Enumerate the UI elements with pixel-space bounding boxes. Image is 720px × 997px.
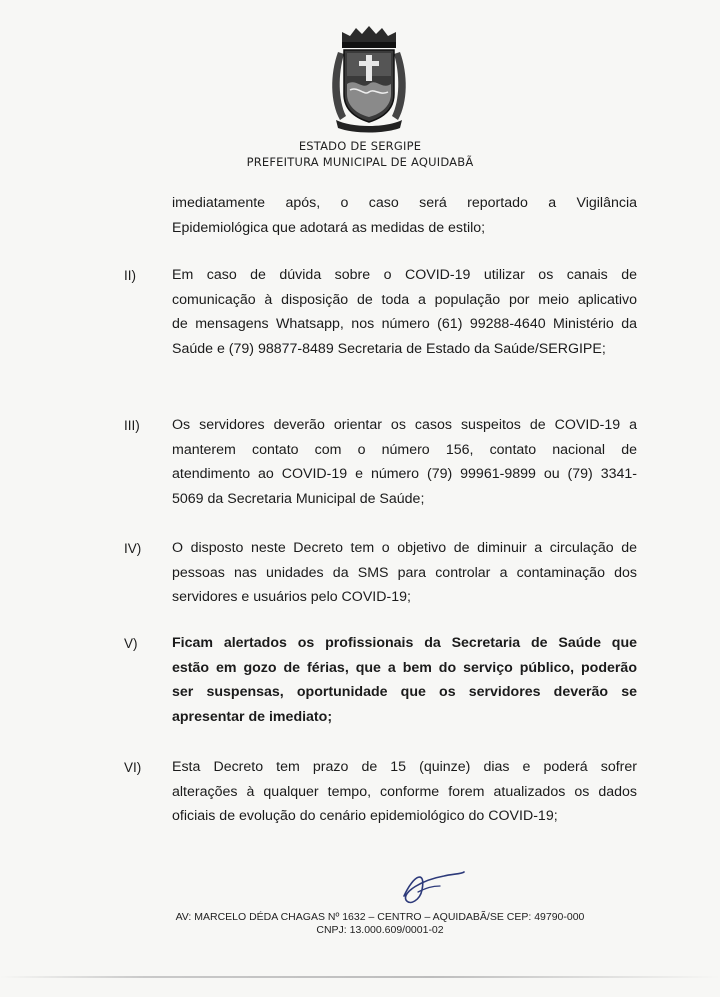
header-municipality: PREFEITURA MUNICIPAL DE AQUIDABÃ: [246, 155, 474, 169]
text-line: 5069 da Secretaria Municipal de Saúde;: [172, 490, 425, 507]
item-paragraph: [172, 263, 637, 361]
text-line: alterações à qualquer tempo, conforme forem atualizados os dados: [172, 783, 637, 800]
text-line: O disposto neste Decreto tem o objetivo de diminuir a circulação de: [172, 540, 637, 556]
footer-address: AV: MARCELO DÉDA CHAGAS Nº 1632 – CENTRO – AQUIDABÃ/SE CEP: 49790-000: [175, 911, 585, 923]
text-line: Saúde e (79) 98877-8489 Secretaria de Estado da Saúde/SERGIPE;: [172, 340, 606, 357]
item-number: III): [124, 418, 140, 433]
item-paragraph: [172, 755, 637, 829]
item-number: VI): [124, 760, 142, 775]
text-line: imediatamente após, o caso será reportado a Vigilância: [172, 195, 637, 211]
continuation-paragraph: [172, 191, 637, 240]
municipal-coat-of-arms-icon: [328, 24, 410, 136]
text-line: estão em gozo de férias, que a bem do serviço público, poderão: [172, 659, 637, 676]
text-line: pessoas nas unidades da SMS para controlar a contaminação dos: [172, 564, 637, 581]
text-line: comunicação à disposição de toda a população por meio aplicativo: [172, 291, 637, 308]
text-line: oficiais de evolução do cenário epidemiológico do COVID-19;: [172, 808, 558, 825]
text-line: Esta Decreto tem prazo de 15 (quinze) dias e poderá sofrer: [172, 759, 637, 775]
text-line: servidores e usuários pelo COVID-19;: [172, 589, 411, 606]
text-line: de mensagens Whatsapp, nos número (61) 99288-4640 Ministério da: [172, 316, 637, 333]
footer-cnpj: CNPJ: 13.000.609/0001-02: [316, 924, 444, 936]
text-line: apresentar de imediato;: [172, 708, 333, 725]
scan-edge-divider: [0, 976, 720, 978]
text-line: ser suspensas, oportunidade que os servidores deverão se: [172, 684, 637, 701]
header-state: ESTADO DE SERGIPE: [298, 139, 422, 153]
handwritten-initials-icon: [392, 866, 468, 910]
text-line: Ficam alertados os profissionais da Secretaria de Saúde que: [172, 635, 637, 651]
item-number: IV): [124, 541, 142, 556]
text-line: manterem contato com o número 156, contato nacional de: [172, 441, 637, 458]
text-line: Os servidores deverão orientar os casos suspeitos de COVID-19 a: [172, 417, 637, 433]
text-line: Em caso de dúvida sobre o COVID-19 utilizar os canais de: [172, 267, 637, 283]
item-number: V): [124, 636, 138, 651]
item-paragraph: [172, 536, 637, 610]
item-paragraph: [172, 413, 637, 511]
item-paragraph-bold: [172, 631, 637, 729]
text-line: atendimento ao COVID-19 e número (79) 99961-9899 ou (79) 3341-: [172, 466, 637, 483]
item-number: II): [124, 268, 136, 283]
text-line: Epidemiológica que adotará as medidas de estilo;: [172, 219, 486, 236]
